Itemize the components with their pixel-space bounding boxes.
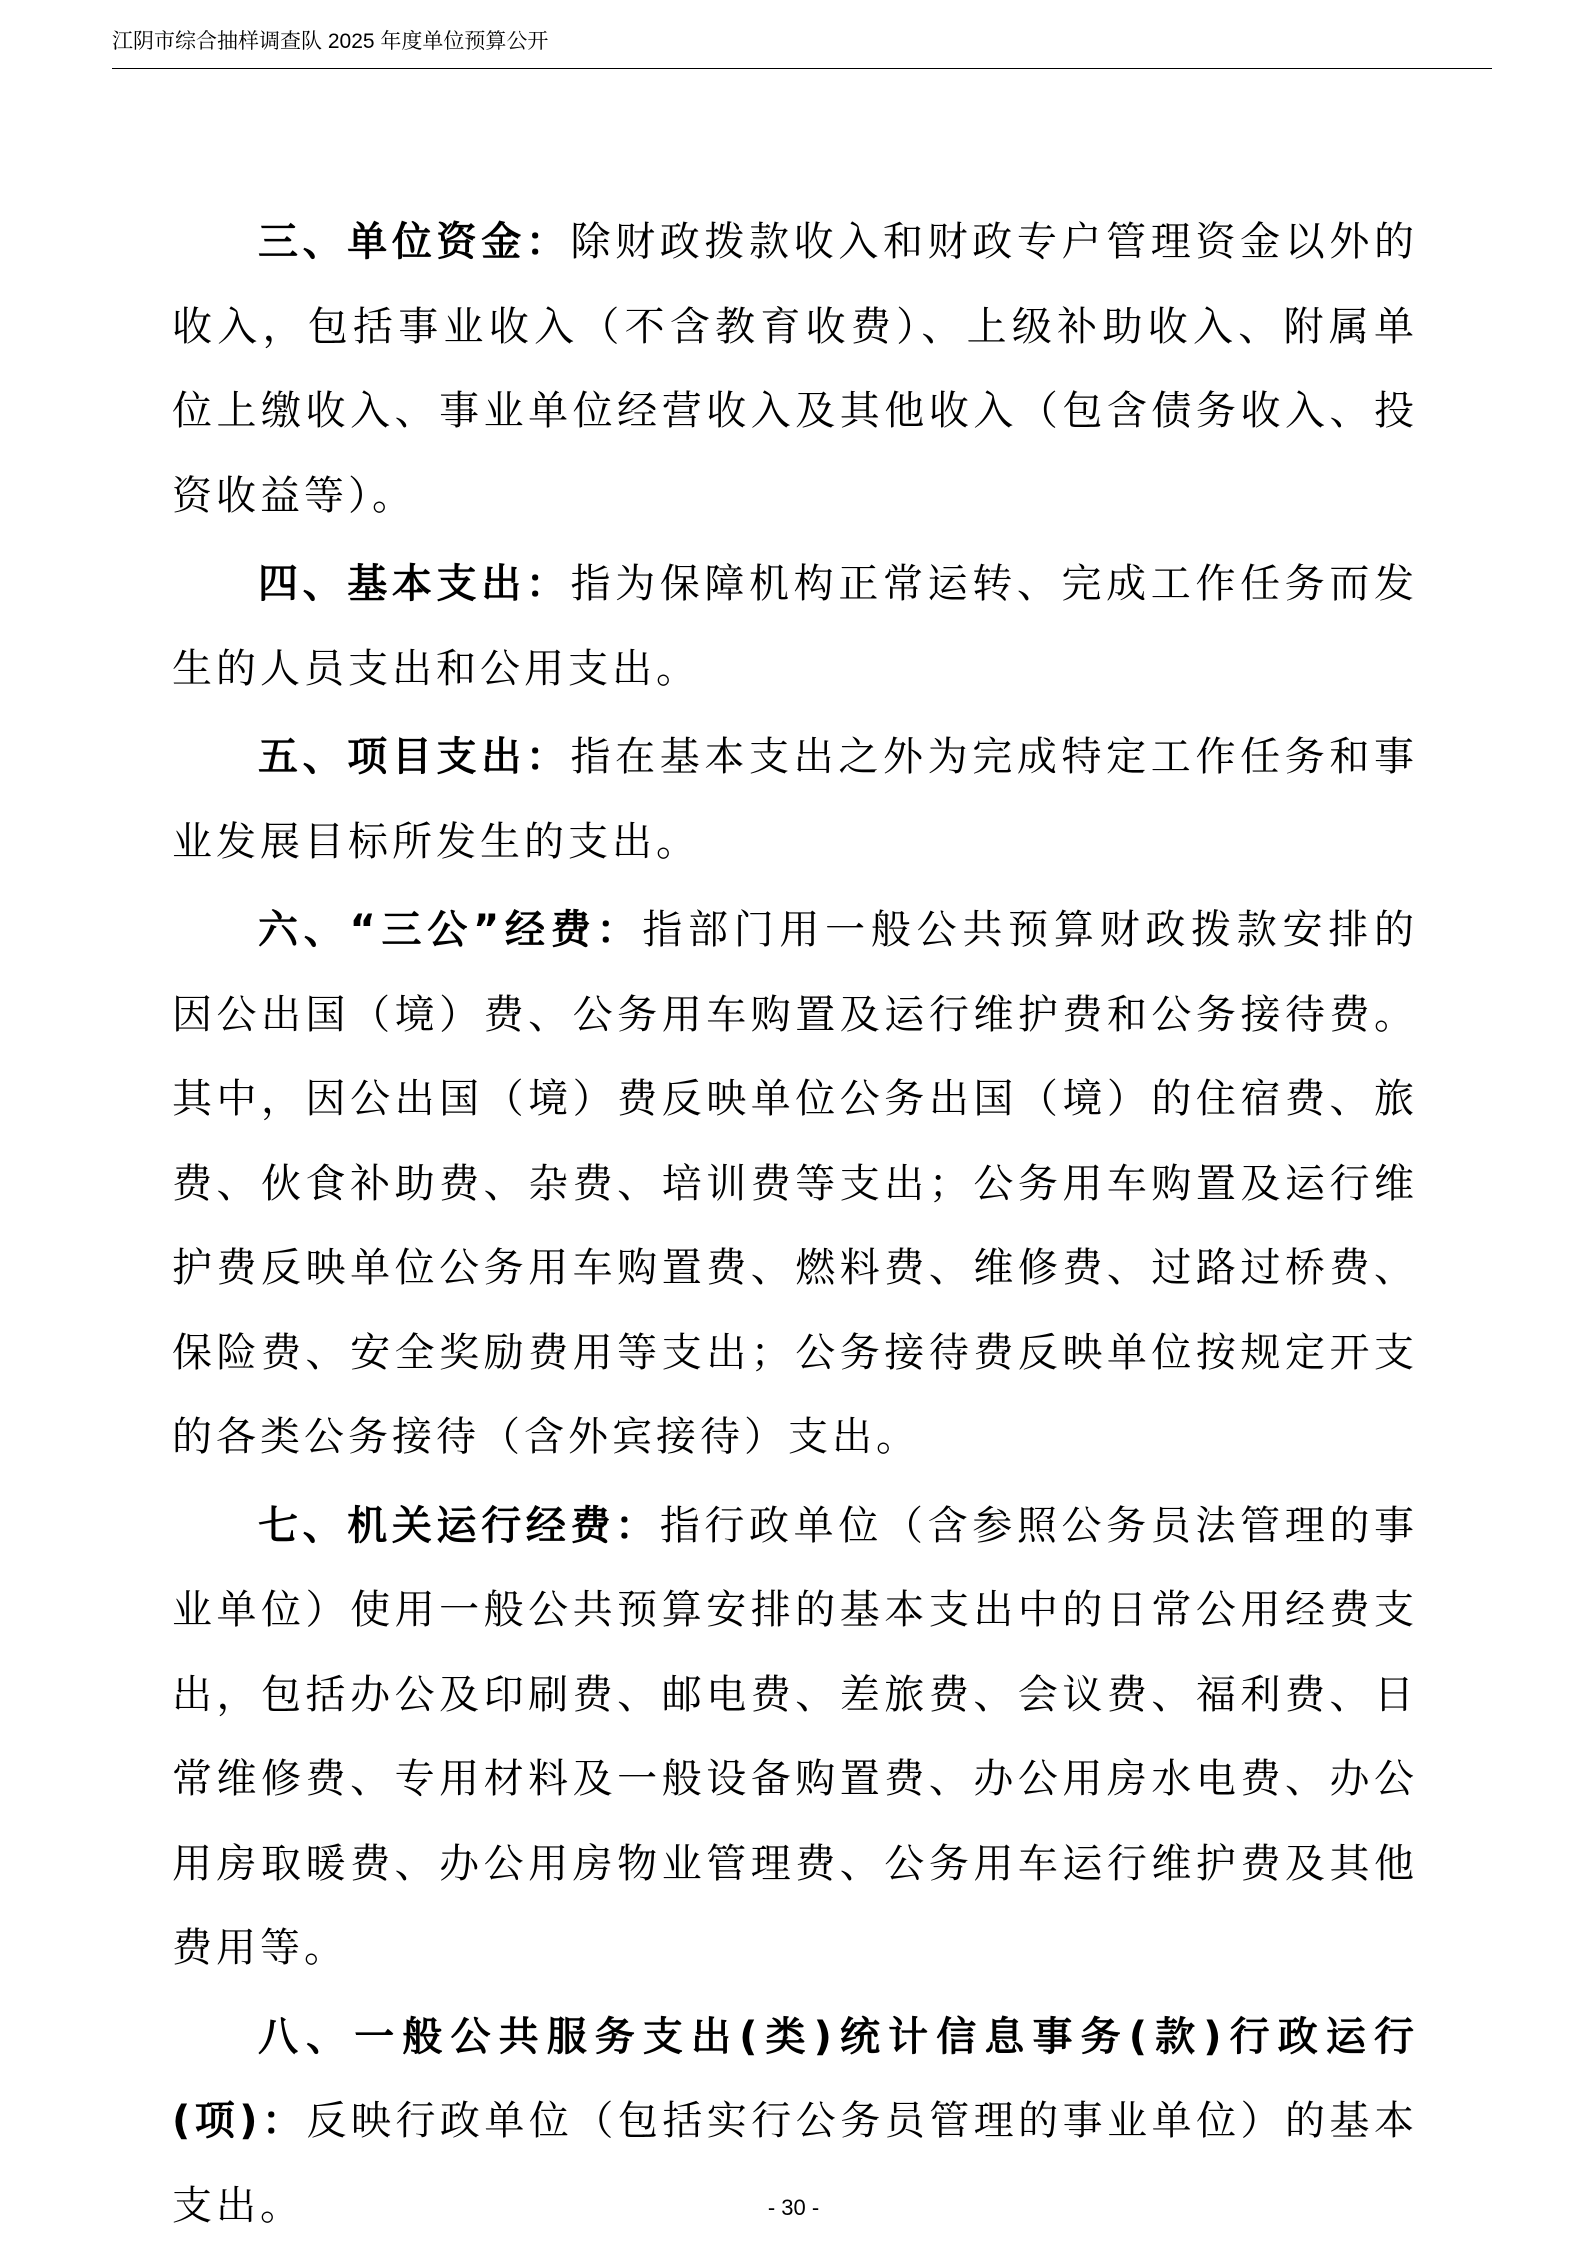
page-number: - 30 - bbox=[767, 2195, 820, 2220]
paragraph-text: 指部门用一般公共预算财政拨款安排的因公出国（境）费、公务用车购置及运行维护费和公务接待费。其中，因公出国（境）费反映单位公务出国（境）的住宿费、旅费、伙食补助费、杂费、培训费等支出；公务用车购置及运行维护费反映单位公务用车购置费、燃料费、维修费、过路过桥费、保险费、安全奖励费用等支出；公务接待费反映单位按规定开支的各类公务接待（含外宾接待）支出。 bbox=[172, 907, 1419, 1460]
header-title: 江阴市综合抽样调查队 2025 年度单位预算公开 bbox=[112, 30, 549, 53]
term-label: 八、一般公共服务支出(类)统计信息事务(款)行政运行(项)： bbox=[172, 2013, 1418, 2144]
paragraph-text: 反映行政单位（包括实行公务员管理的事业单位）的基本支出。 bbox=[172, 2098, 1419, 2229]
term-label: 七、机关运行经费： bbox=[258, 1502, 660, 1549]
paragraph-basic-expenditure bbox=[172, 542, 1418, 711]
paragraph-text: 指为保障机构正常运转、完成工作任务而发生的人员支出和公用支出。 bbox=[172, 561, 1419, 692]
term-label: 四、基本支出： bbox=[258, 561, 571, 607]
document-body bbox=[172, 200, 1418, 2252]
paragraph-unit-funds bbox=[172, 200, 1418, 538]
term-label: 六、“三公”经费： bbox=[258, 907, 643, 953]
page-header bbox=[112, 22, 1492, 69]
paragraph-text: 指行政单位（含参照公务员法管理的事业单位）使用一般公共预算安排的基本支出中的日常公用经费支出，包括办公及印刷费、邮电费、差旅费、会议费、福利费、日常维修费、专用材料及一般设备购置费、办公用房水电费、办公用房取暖费、办公用房物业管理费、公务用车运行维护费及其他费用等。 bbox=[172, 1502, 1419, 1971]
paragraph-three-public-expenses bbox=[172, 888, 1418, 1480]
paragraph-project-expenditure bbox=[172, 715, 1418, 884]
paragraph-text: 指在基本支出之外为完成特定工作任务和事业发展目标所发生的支出。 bbox=[172, 734, 1419, 865]
term-label: 五、项目支出： bbox=[258, 734, 571, 780]
paragraph-text: 除财政拨款收入和财政专户管理资金以外的收入，包括事业收入（不含教育收费）、上级补助收入、附属单位上缴收入、事业单位经营收入及其他收入（包含债务收入、投资收益等）。 bbox=[172, 219, 1419, 519]
term-label: 三、单位资金： bbox=[258, 219, 571, 265]
paragraph-operating-expenses bbox=[172, 1484, 1418, 1991]
